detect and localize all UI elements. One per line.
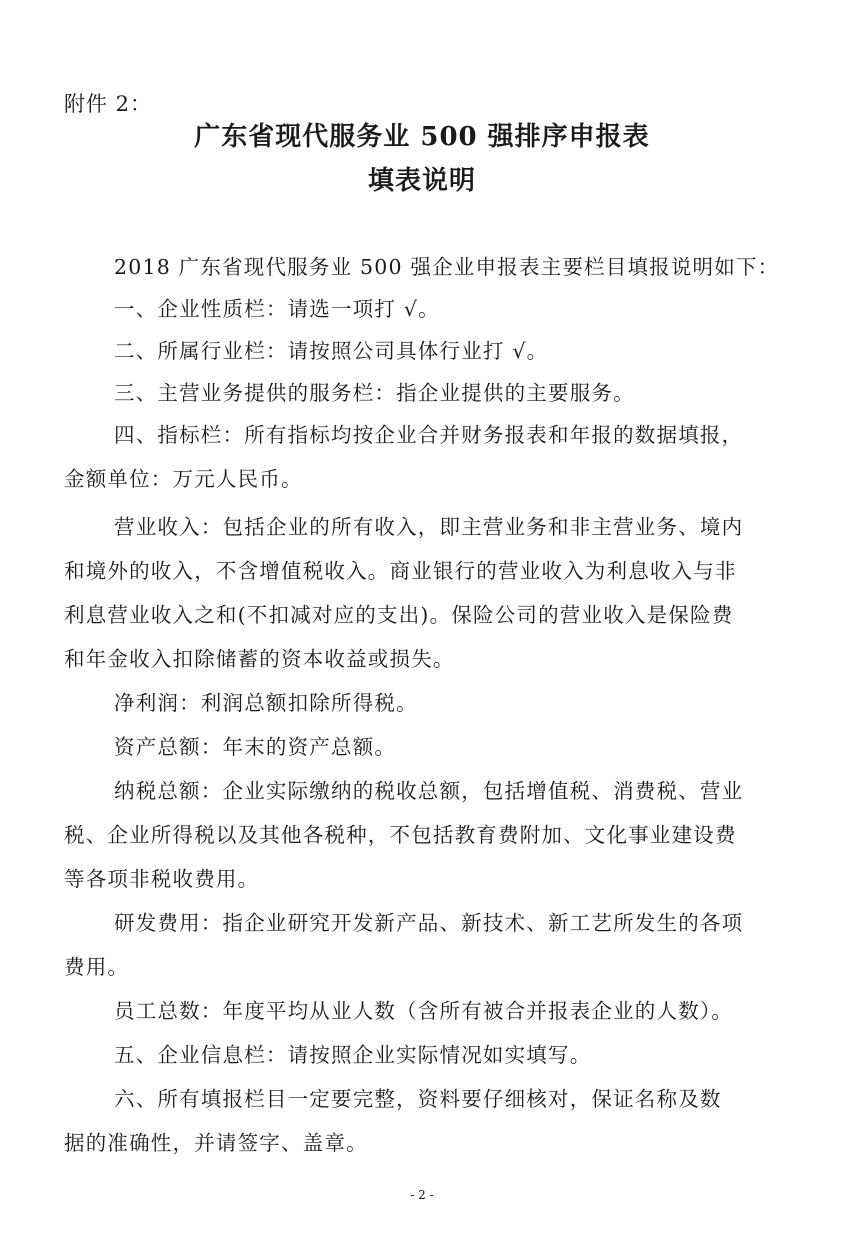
item-6-line-cont: 据的准确性，并请签字、盖章。 xyxy=(64,1131,368,1155)
item-3-line: 三、主营业务提供的服务栏：指企业提供的主要服务。 xyxy=(114,381,635,405)
rd-line: 研发费用：指企业研究开发新产品、新技术、新工艺所发生的各项 xyxy=(114,911,744,935)
employees-line: 员工总数：年度平均从业人数（含所有被合并报表企业的人数）。 xyxy=(114,999,734,1023)
tax-line-cont: 等各项非税收费用。 xyxy=(64,867,260,891)
item-2-line: 二、所属行业栏：请按照公司具体行业打 √。 xyxy=(114,339,549,363)
revenue-line-cont: 和境外的收入，不含增值税收入。商业银行的营业收入为利息收入与非 xyxy=(64,559,737,583)
item-6-line: 六、所有填报栏目一定要完整，资料要仔细核对，保证名称及数 xyxy=(114,1087,722,1111)
revenue-line-cont: 和年金收入扣除储蓄的资本收益或损失。 xyxy=(64,647,455,671)
document-subtitle: 填表说明 xyxy=(367,166,476,196)
rd-line-cont: 费用。 xyxy=(64,955,130,979)
page-number: - 2 - xyxy=(410,1188,434,1202)
item-4-line: 四、指标栏：所有指标均按企业合并财务报表和年报的数据填报， xyxy=(114,423,744,447)
revenue-line: 营业收入：包括企业的所有收入，即主营业务和非主营业务、境内 xyxy=(114,515,744,539)
net-profit-line: 净利润：利润总额扣除所得税。 xyxy=(114,691,418,715)
item-4-line-cont: 金额单位：万元人民币。 xyxy=(64,467,303,491)
tax-line-cont: 税、企业所得税以及其他各税种，不包括教育费附加、文化事业建设费 xyxy=(64,823,737,847)
total-assets-line: 资产总额：年末的资产总额。 xyxy=(114,735,397,759)
tax-line: 纳税总额：企业实际缴纳的税收总额，包括增值税、消费税、营业 xyxy=(114,779,744,803)
revenue-line-cont: 利息营业收入之和(不扣减对应的支出)。保险公司的营业收入是保险费 xyxy=(64,603,734,627)
item-5-line: 五、企业信息栏：请按照企业实际情况如实填写。 xyxy=(114,1043,592,1067)
annex-label: 附件 2： xyxy=(64,92,153,116)
item-1-line: 一、企业性质栏：请选一项打 √。 xyxy=(114,297,440,321)
intro-line: 2018 广东省现代服务业 500 强企业申报表主要栏目填报说明如下： xyxy=(114,255,780,279)
document-title: 广东省现代服务业 500 强排序申报表 xyxy=(194,122,650,152)
